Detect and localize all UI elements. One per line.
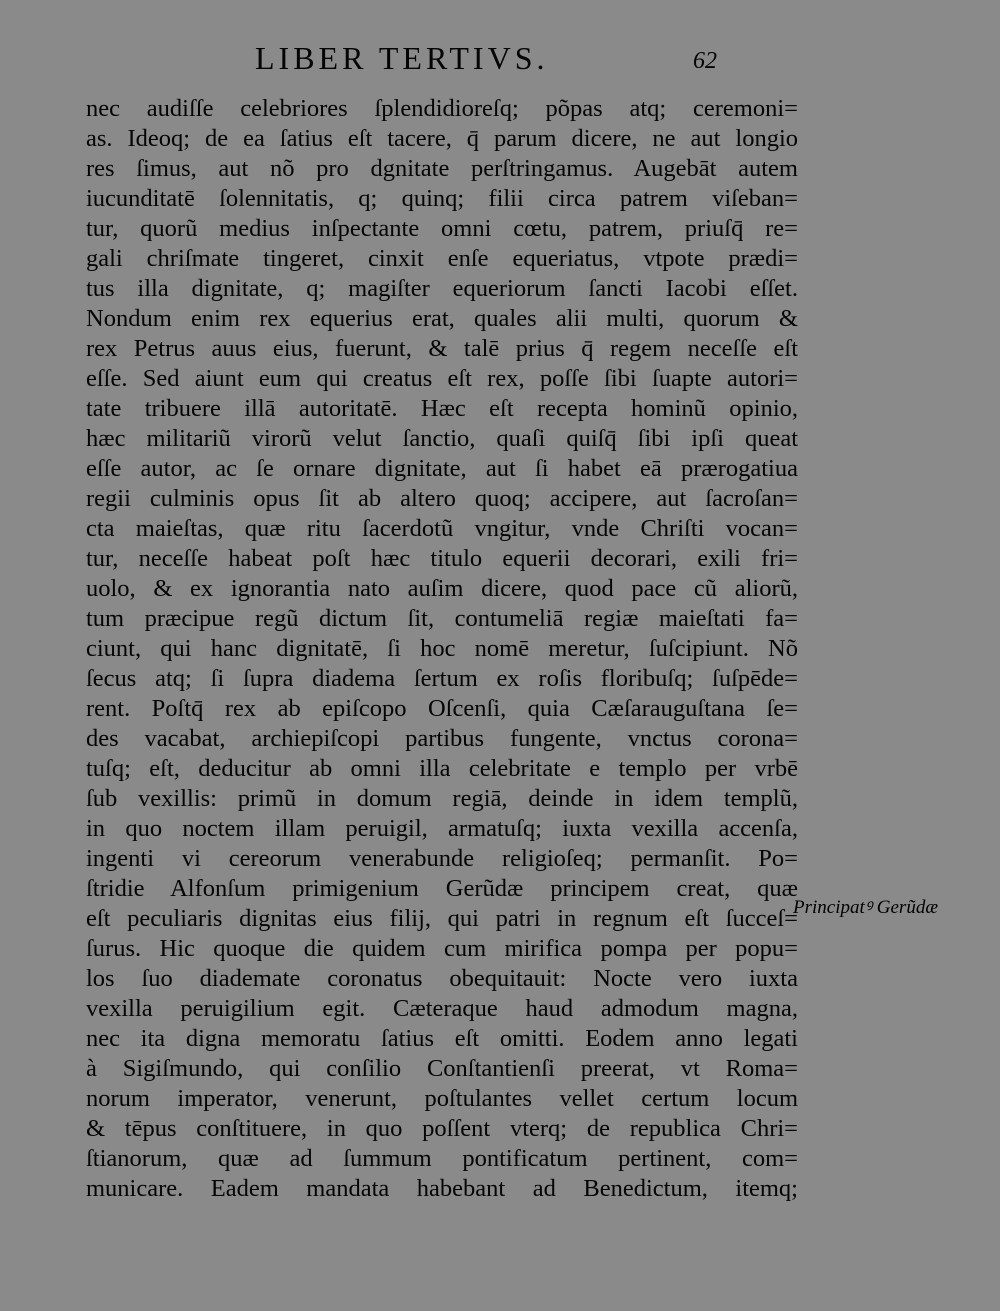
- text-line: iucunditatē ſolennitatis, q; quinq; filii circa patrem viſeban=: [86, 185, 798, 212]
- text-line: ſecus atq; ſi ſupra diadema ſertum ex roſis floribuſq; ſuſpēde=: [86, 665, 798, 692]
- text-line: ſtianorum, quæ ad ſummum pontificatum pertinent, com=: [86, 1145, 798, 1172]
- text-line: res ſimus, aut nõ pro dgnitate perſtringamus. Augebāt autem: [86, 155, 798, 182]
- text-line: nec audiſſe celebriores ſplendidioreſq; põpas atq; ceremoni=: [86, 95, 798, 122]
- text-line: des vacabat, archiepiſcopi partibus fungente, vnctus corona=: [86, 725, 798, 752]
- text-line: tuſq; eſt, deducitur ab omni illa celebritate e templo per vrbē: [86, 755, 798, 782]
- text-line: ſtridie Alfonſum primigenium Gerũdæ principem creat, quæ: [86, 875, 798, 902]
- text-line: tum præcipue regũ dictum ſit, contumeliā regiæ maieſtati fa=: [86, 605, 798, 632]
- text-line: gali chriſmate tingeret, cinxit enſe equeriatus, vtpote prædi=: [86, 245, 798, 272]
- text-line: à Sigiſmundo, qui conſilio Conſtantienſi preerat, vt Roma=: [86, 1055, 798, 1082]
- running-title: LIBER TERTIVS.: [255, 40, 549, 76]
- text-line: in quo noctem illam peruigil, armatuſq; iuxta vexilla accenſa,: [86, 815, 798, 842]
- text-line: tur, neceſſe habeat poſt hæc titulo equerii decorari, exili fri=: [86, 545, 798, 572]
- text-line: rent. Poſtq̄ rex ab epiſcopo Oſcenſi, quia Cæſarauguſtana ſe=: [86, 695, 798, 722]
- text-line: eſſe autor, ac ſe ornare dignitate, aut ſi habet eā prærogatiua: [86, 455, 798, 482]
- text-line: & tēpus conſtituere, in quo poſſent vterq; de republica Chri=: [86, 1115, 798, 1142]
- text-line: hæc militariũ virorũ velut ſanctio, quaſi quiſq̄ ſibi ipſi queat: [86, 425, 798, 452]
- text-line: nec ita digna memoratu ſatius eſt omitti. Eodem anno legati: [86, 1025, 798, 1052]
- text-line: vexilla peruigilium egit. Cæteraque haud admodum magna,: [86, 995, 798, 1022]
- text-line: uolo, & ex ignorantia nato auſim dicere, quod pace cũ aliorũ,: [86, 575, 798, 602]
- text-line: eſſe. Sed aiunt eum qui creatus eſt rex, poſſe ſibi ſuapte autori=: [86, 365, 798, 392]
- text-line: ſub vexillis: primũ in domum regiā, deinde in idem templũ,: [86, 785, 798, 812]
- text-line: los ſuo diademate coronatus obequitauit: Nocte vero iuxta: [86, 965, 798, 992]
- text-line: norum imperator, venerunt, poſtulantes vellet certum locum: [86, 1085, 798, 1112]
- marginal-annotation: Principatꝰ Gerũdæ: [793, 897, 938, 918]
- text-line: eſt peculiaris dignitas eius filij, qui patri in regnum eſt ſucceſ=: [86, 905, 798, 932]
- page-number: 62: [693, 48, 717, 74]
- text-line: tur, quorũ medius inſpectante omni cœtu, patrem, priuſq̄ re=: [86, 215, 798, 242]
- text-line: ingenti vi cereorum venerabunde religioſeq; permanſit. Po=: [86, 845, 798, 872]
- text-line: municare. Eadem mandata habebant ad Benedictum, itemq;: [86, 1175, 798, 1202]
- body-text: [86, 94, 798, 1204]
- text-line: cta maieſtas, quæ ritu ſacerdotũ vngitur, vnde Chriſti vocan=: [86, 515, 798, 542]
- text-line: ſurus. Hic quoque die quidem cum mirifica pompa per popu=: [86, 935, 798, 962]
- text-line: tus illa dignitate, q; magiſter equeriorum ſancti Iacobi eſſet.: [86, 275, 798, 302]
- text-line: rex Petrus auus eius, fuerunt, & talē prius q̄ regem neceſſe eſt: [86, 335, 798, 362]
- text-line: regii culminis opus ſit ab altero quoq; accipere, aut ſacroſan=: [86, 485, 798, 512]
- text-line: as. Ideoq; de ea ſatius eſt tacere, q̄ parum dicere, ne aut longio: [86, 125, 798, 152]
- text-line: Nondum enim rex equerius erat, quales alii multi, quorum &: [86, 305, 798, 332]
- text-line: ciunt, qui hanc dignitatē, ſi hoc nomē meretur, ſuſcipiunt. Nõ: [86, 635, 798, 662]
- text-line: tate tribuere illā autoritatē. Hæc eſt recepta hominũ opinio,: [86, 395, 798, 422]
